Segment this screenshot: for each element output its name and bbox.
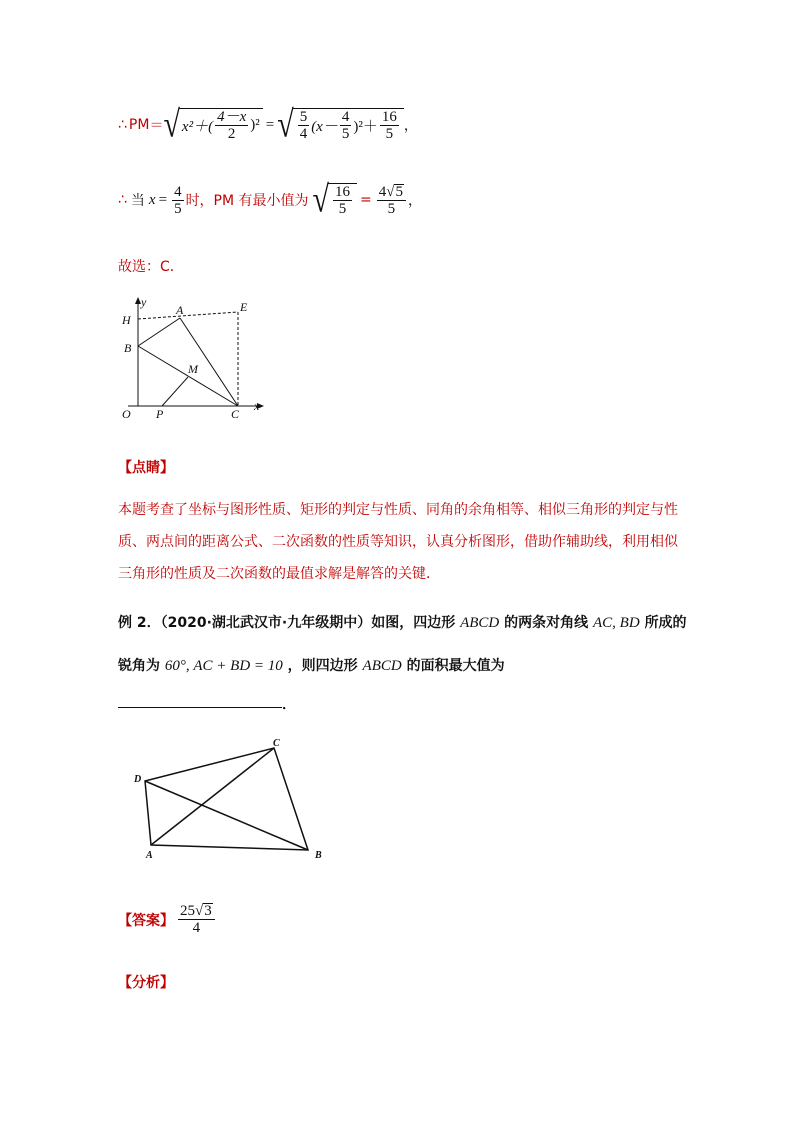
pm-formula-line: ∴ PM ＝ √ x²＋( $\frac{4-x}{2}$ )² = √ $\frac{5}{4}$ (x－ $\frac{4}{5}$ )²＋ $\frac{16}{5}$ ， [118, 103, 418, 145]
label-A2: A [146, 850, 153, 861]
label-P: P [156, 407, 164, 421]
answer-line [118, 903, 217, 936]
label-x: x [254, 399, 260, 413]
pm-label: PM [128, 117, 150, 133]
answer-value: 25 √ 3 4 [178, 903, 215, 936]
label-E: E [240, 300, 248, 314]
minimum-value-line: ∴ 当 x = $\frac{4}{5}$ 时，PM 有最小值为 √ $\frac{16}{5}$ = 4 √ 5 5 ， [118, 178, 422, 220]
quadrilateral-figure [128, 732, 338, 867]
label-B: B [124, 341, 132, 355]
answer-tag: 【答案】 [118, 912, 174, 929]
label-O: O [122, 407, 131, 421]
dianjing-tag: 【点睛】 [118, 460, 174, 476]
label-A: A [176, 303, 184, 317]
example-question-line2: 锐角为 60°, AC + BD = 10 ，则四边形 ABCD 的面积最大值为 [118, 658, 505, 674]
therefore-symbol: ∴ [118, 117, 127, 133]
blank-end-period: ． [282, 697, 296, 713]
choose-answer: 故选：C． [118, 259, 184, 275]
label-D: D [134, 774, 142, 785]
equals-sign: ＝ [149, 118, 164, 134]
dianjing-text: 本题考查了坐标与图形性质、矩形的判定与性质、同角的余角相等、相似三角形的判定与性质、两点间的距离公式、二次函数的性质等知识，认真分析图形，借助作辅助线，利用相似三角形的性质及二次函数的最值求解是解答的关键． [118, 502, 678, 582]
label-H: H [122, 313, 131, 327]
label-y: y [141, 295, 147, 309]
sqrt-expression-2: √ $\frac{5}{4}$ (x－ $\frac{4}{5}$ )²＋ $\frac{16}{5}$ [277, 108, 404, 142]
label-M: M [188, 362, 198, 376]
coordinate-figure [118, 294, 268, 424]
sqrt-expression-1: √ x²＋( $\frac{4-x}{2}$ )² [163, 108, 262, 142]
example-question-line1: 例 2．（2020·湖北武汉市·九年级期中）如图，四边形 ABCD 的两条对角线 AC, BD 所成的 [118, 615, 687, 631]
label-B2: B [315, 850, 322, 861]
fraction-4-minus-x-over-2: $\frac{4-x}{2}$ [217, 109, 247, 142]
label-C: C [231, 407, 240, 421]
answer-blank [118, 706, 282, 708]
analysis-tag: 【分析】 [118, 975, 174, 991]
label-C2: C [273, 738, 280, 749]
